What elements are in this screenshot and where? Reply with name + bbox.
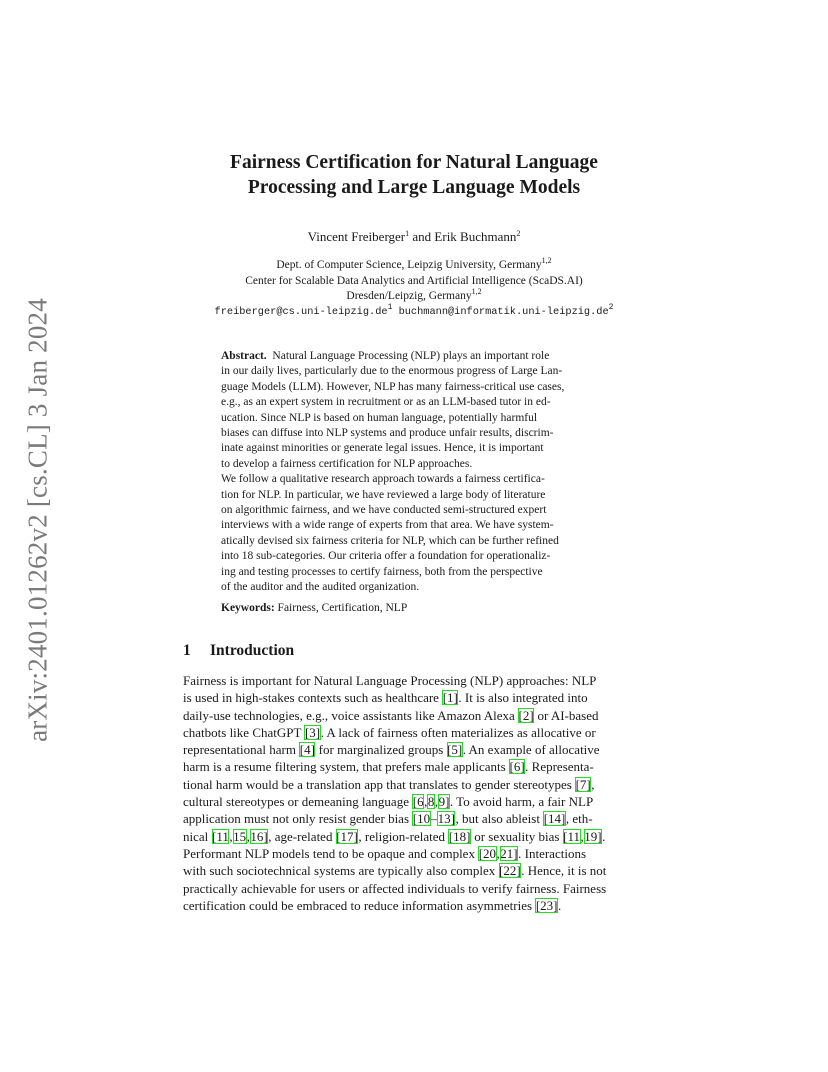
citation-link[interactable]: [4]	[299, 742, 315, 758]
title-line: Processing and Large Language Models	[247, 177, 581, 198]
body-line: nical [11,15,16], age-related [17], religion-related [18] or sexuality bias [11,19].	[183, 828, 606, 844]
body-line: certification could be embraced to reduce information asymmetries [23].	[183, 897, 562, 913]
citation-link[interactable]: [7]	[575, 776, 591, 792]
abstract-line: ing and testing processes to certify fairness, both from the perspective	[221, 565, 543, 578]
citation-link[interactable]: 9]	[438, 794, 450, 810]
author-affiliation-marker: 2	[516, 229, 521, 238]
body-line: is used in high-stakes contexts such as healthcare [1]. It is also integrated into	[183, 690, 588, 706]
arxiv-id: arXiv:2401.01262v2 [cs.CL] 3 Jan 2024	[22, 298, 53, 742]
citation-link[interactable]: [11	[212, 828, 229, 844]
citation-link[interactable]: [23]	[535, 897, 558, 913]
abstract	[221, 349, 611, 596]
email-line: $freiberger@cs.uni-leipzig.de^1$ $buchmann@informatik.uni-leipzig.de^2$	[214, 302, 614, 318]
abstract-line: inate against minorities or generate legal issues. Hence, it is important	[221, 442, 544, 455]
abstract-label: Abstract.	[221, 350, 267, 362]
author-name: Erik Buchmann	[434, 229, 517, 244]
body-line: representational harm [4] for marginalized groups [5]. An example of allocative	[183, 742, 600, 758]
citation-link[interactable]: [6]	[509, 759, 525, 775]
affiliation-line: Dresden/Leipzig, Germany$^{1,2}$	[346, 287, 482, 303]
abstract-line: interviews with a wide range of experts from that area. We have system-	[221, 519, 554, 532]
keywords-text: Fairness, Certification, NLP	[277, 602, 408, 614]
citation-link[interactable]: [17]	[336, 828, 358, 844]
body-line: Fairness is important for Natural Language Processing (NLP) approaches: NLP	[183, 673, 597, 688]
citation-link[interactable]: 15	[233, 828, 247, 844]
section-heading	[183, 642, 294, 660]
abstract-line: tion for NLP. In particular, we have reviewed a large body of literature	[221, 488, 546, 501]
body-line: daily-use technologies, e.g., voice assistants like Amazon Alexa [2] or AI-based	[183, 707, 599, 723]
author-affiliation-marker: 1	[405, 229, 410, 238]
keywords	[221, 602, 407, 614]
citation-link[interactable]: 16]	[250, 828, 268, 844]
abstract-line: in our daily lives, particularly due to the enormous progress of Large Lan-	[221, 365, 563, 378]
affiliations	[150, 258, 678, 320]
author-list	[150, 229, 678, 245]
abstract-line: guage Models (LLM). However, NLP has many fairness-critical use cases,	[221, 380, 565, 393]
body-line: chatbots like ChatGPT [3]. A lack of fairness often materializes as allocative or	[183, 724, 596, 740]
abstract-line: into 18 sub-categories. Our criteria offer a foundation for operationaliz-	[221, 550, 551, 563]
citation-link[interactable]: [5]	[447, 742, 463, 758]
abstract-line: on algorithmic fairness, and we have conducted semi-structured expert	[221, 504, 547, 517]
email-link[interactable]: buchmann@informatik.uni-leipzig.de	[398, 305, 609, 318]
citation-link[interactable]: [6	[412, 794, 424, 810]
email-link[interactable]: freiberger@cs.uni-leipzig.de	[214, 305, 388, 318]
affiliation-line: Dept. of Computer Science, Leipzig University, Germany$^{1,2}$	[276, 256, 552, 271]
citation-link[interactable]: [11	[563, 828, 581, 844]
affiliation-line: Center for Scalable Data Analytics and Artificial Intelligence (ScaDS.AI)	[245, 274, 583, 287]
body-line: Performant NLP models tend to be opaque and complex [20,21]. Interactions	[183, 845, 587, 861]
citation-link[interactable]: [20	[478, 845, 497, 861]
abstract-line: to develop a fairness certification for NLP approaches.	[221, 457, 473, 470]
body-line: tional harm would be a translation app that translates to gender stereotypes [7],	[183, 776, 595, 792]
section-number: 1	[183, 642, 191, 659]
body-line: cultural stereotypes or demeaning language [6,8,9]. To avoid harm, a fair NLP	[183, 794, 594, 810]
keywords-label: Keywords:	[221, 602, 275, 614]
author-name: Vincent Freiberger	[307, 229, 406, 244]
citation-link[interactable]: 8	[427, 794, 435, 810]
abstract-line: atically devised six fairness criteria for NLP, which can be further refined	[221, 534, 559, 547]
citation-link[interactable]: [2]	[518, 707, 534, 723]
body-line: harm is a resume filtering system, that prefers male applicants [6]. Representa-	[183, 759, 594, 775]
citation-link[interactable]: 21]	[500, 845, 518, 861]
author-conjunction: and	[412, 229, 432, 244]
abstract-line: Abstract. Natural Language Processing (NLP) plays an important role	[221, 350, 550, 362]
title-line: Fairness Certification for Natural Language	[230, 152, 598, 173]
citation-link[interactable]: [14]	[543, 811, 566, 827]
arxiv-identifier-stamp	[16, 300, 60, 740]
section-title: Introduction	[210, 642, 295, 659]
body-line: application must not only resist gender bias [10–13], but also ableist [14], eth-	[183, 811, 593, 827]
citation-link[interactable]: [10	[412, 811, 431, 827]
citation-link[interactable]: [3]	[304, 724, 321, 740]
citation-link[interactable]: [18]	[448, 828, 471, 844]
citation-link[interactable]: [1]	[442, 690, 458, 706]
abstract-line: We follow a qualitative research approach towards a fairness certifica-	[221, 473, 545, 486]
body-line: practically achievable for users or affected individuals to verify fairness. Fairness	[183, 880, 607, 896]
abstract-line: of the auditor and the audited organization.	[221, 581, 420, 594]
citation-link[interactable]: 19]	[584, 828, 602, 844]
citation-link[interactable]: [22]	[499, 863, 521, 879]
paper-title	[150, 150, 678, 200]
introduction-body	[183, 672, 649, 914]
abstract-line: e.g., as an expert system in recruitment or as an LLM-based tutor in ed-	[221, 396, 551, 409]
body-line: with such sociotechnical systems are typically also complex [22]. Hence, it is not	[183, 863, 607, 879]
abstract-line: biases can diffuse into NLP systems and produce unfair results, discrim-	[221, 427, 554, 440]
abstract-line: ucation. Since NLP is based on human language, potentially harmful	[221, 411, 538, 424]
citation-link[interactable]: 13]	[437, 811, 455, 827]
